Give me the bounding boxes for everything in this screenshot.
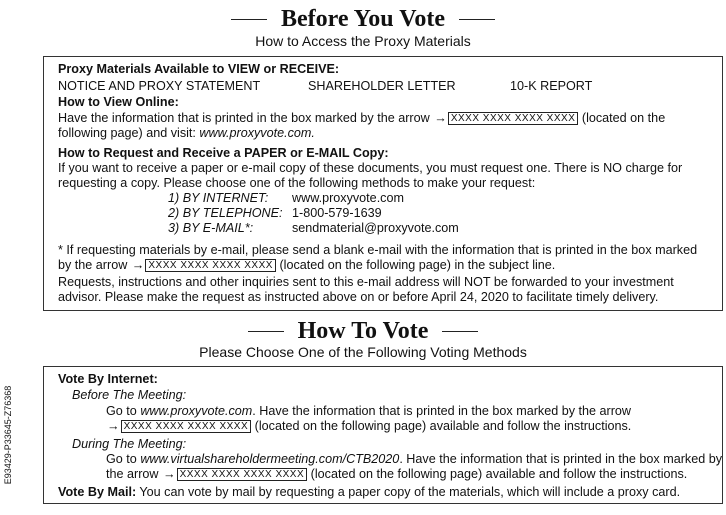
view-text-line2 <box>58 126 315 140</box>
proxyvote-link[interactable]: www.proxyvote.com <box>140 404 253 418</box>
vote-internet-heading: Vote By Internet: <box>58 372 158 386</box>
vote-by-mail-line <box>58 485 680 499</box>
email-note-1: * If requesting materials by e-mail, please send a blank e-mail with the information that is printed in the box marked <box>58 243 698 257</box>
before-you-vote-heading <box>0 6 726 33</box>
title-rule-left <box>231 19 267 20</box>
document-side-code: E93429-P33645-Z76368 <box>3 385 13 485</box>
before-meeting-label: Before The Meeting: <box>72 388 187 402</box>
method-email-value[interactable]: sendmaterial@proxyvote.com <box>292 221 459 235</box>
method-phone-label: 2) BY TELEPHONE: <box>168 206 283 220</box>
during-the-arrow: the arrow <box>106 467 159 481</box>
during-follow: (located on the following page) available and follow the instructions. <box>310 467 688 481</box>
arrow-icon: → <box>107 419 120 433</box>
before-instructions: . Have the information that is printed in the box marked by the arrow <box>252 404 632 418</box>
material-10k: 10-K REPORT <box>510 79 593 93</box>
method-internet-value[interactable]: www.proxyvote.com <box>292 191 404 205</box>
control-number-box: XXXX XXXX XXXX XXXX <box>448 112 579 125</box>
arrow-icon: → <box>163 467 176 481</box>
view-text-b: (located on the <box>581 111 666 125</box>
before-go-to: Go to <box>106 404 137 418</box>
view-text-c: following page) and visit: <box>58 126 196 140</box>
during-instructions: . Have the information that is printed in the box marked by <box>399 452 723 466</box>
view-text-a: Have the information that is printed in the box marked by the arrow <box>58 111 430 125</box>
title-rule-right <box>442 331 478 332</box>
email-note-2 <box>58 258 555 272</box>
before-meeting-line2 <box>106 419 631 433</box>
view-text-line1 <box>58 111 665 125</box>
section-title: How To Vote <box>297 318 429 344</box>
request-text-1: If you want to receive a paper or e-mail copy of these documents, you must request one. There is NO charge for <box>58 161 683 175</box>
material-notice: NOTICE AND PROXY STATEMENT <box>58 79 261 93</box>
during-meeting-line1 <box>106 452 722 466</box>
during-meeting-line2 <box>106 467 687 481</box>
voting-methods-box <box>43 366 723 504</box>
control-number-box: XXXX XXXX XXXX XXXX <box>177 468 308 481</box>
proxy-materials-box <box>43 56 723 311</box>
method-email-label: 3) BY E-MAIL*: <box>168 221 254 235</box>
before-meeting-line1 <box>106 404 631 418</box>
proxyvote-link[interactable]: www.proxyvote.com. <box>199 126 315 140</box>
before-follow: (located on the following page) available and follow the instructions. <box>254 419 632 433</box>
vote-mail-text: You can vote by mail by requesting a paper copy of the materials, which will include a proxy card. <box>139 485 681 499</box>
virtual-meeting-link[interactable]: www.virtualshareholdermeeting.com/CTB2020 <box>140 452 400 466</box>
section-subtitle: How to Access the Proxy Materials <box>255 33 471 49</box>
section-subtitle: Please Choose One of the Following Voting Methods <box>199 344 527 360</box>
material-letter: SHAREHOLDER LETTER <box>308 79 456 93</box>
section-title: Before You Vote <box>281 6 445 32</box>
arrow-icon: → <box>434 111 447 125</box>
during-meeting-label: During The Meeting: <box>72 437 187 451</box>
during-go-to: Go to <box>106 452 137 466</box>
method-phone-value[interactable]: 1-800-579-1639 <box>292 206 382 220</box>
title-rule-left <box>248 331 284 332</box>
control-number-box: XXXX XXXX XXXX XXXX <box>121 420 252 433</box>
title-rule-right <box>459 19 495 20</box>
view-online-heading: How to View Online: <box>58 95 179 109</box>
how-to-vote-heading <box>0 318 726 345</box>
control-number-box: XXXX XXXX XXXX XXXX <box>145 259 276 272</box>
request-note-1: Requests, instructions and other inquiries sent to this e-mail address will NOT be forwarded to your investment <box>58 275 674 289</box>
request-heading: How to Request and Receive a PAPER or E-MAIL Copy: <box>58 146 389 160</box>
method-internet-label: 1) BY INTERNET: <box>168 191 269 205</box>
available-heading: Proxy Materials Available to VIEW or RECEIVE: <box>58 62 340 76</box>
arrow-icon: → <box>131 258 145 272</box>
note-by-arrow: by the arrow <box>58 258 128 272</box>
request-text-2: requesting a copy. Please choose one of the following methods to make your request: <box>58 176 536 190</box>
request-note-2: advisor. Please make the request as instructed above on or before April 24, 2020 to facilitate timely delivery. <box>58 290 659 304</box>
vote-mail-heading: Vote By Mail: <box>58 485 137 499</box>
note-subject-line: (located on the following page) in the subject line. <box>279 258 556 272</box>
